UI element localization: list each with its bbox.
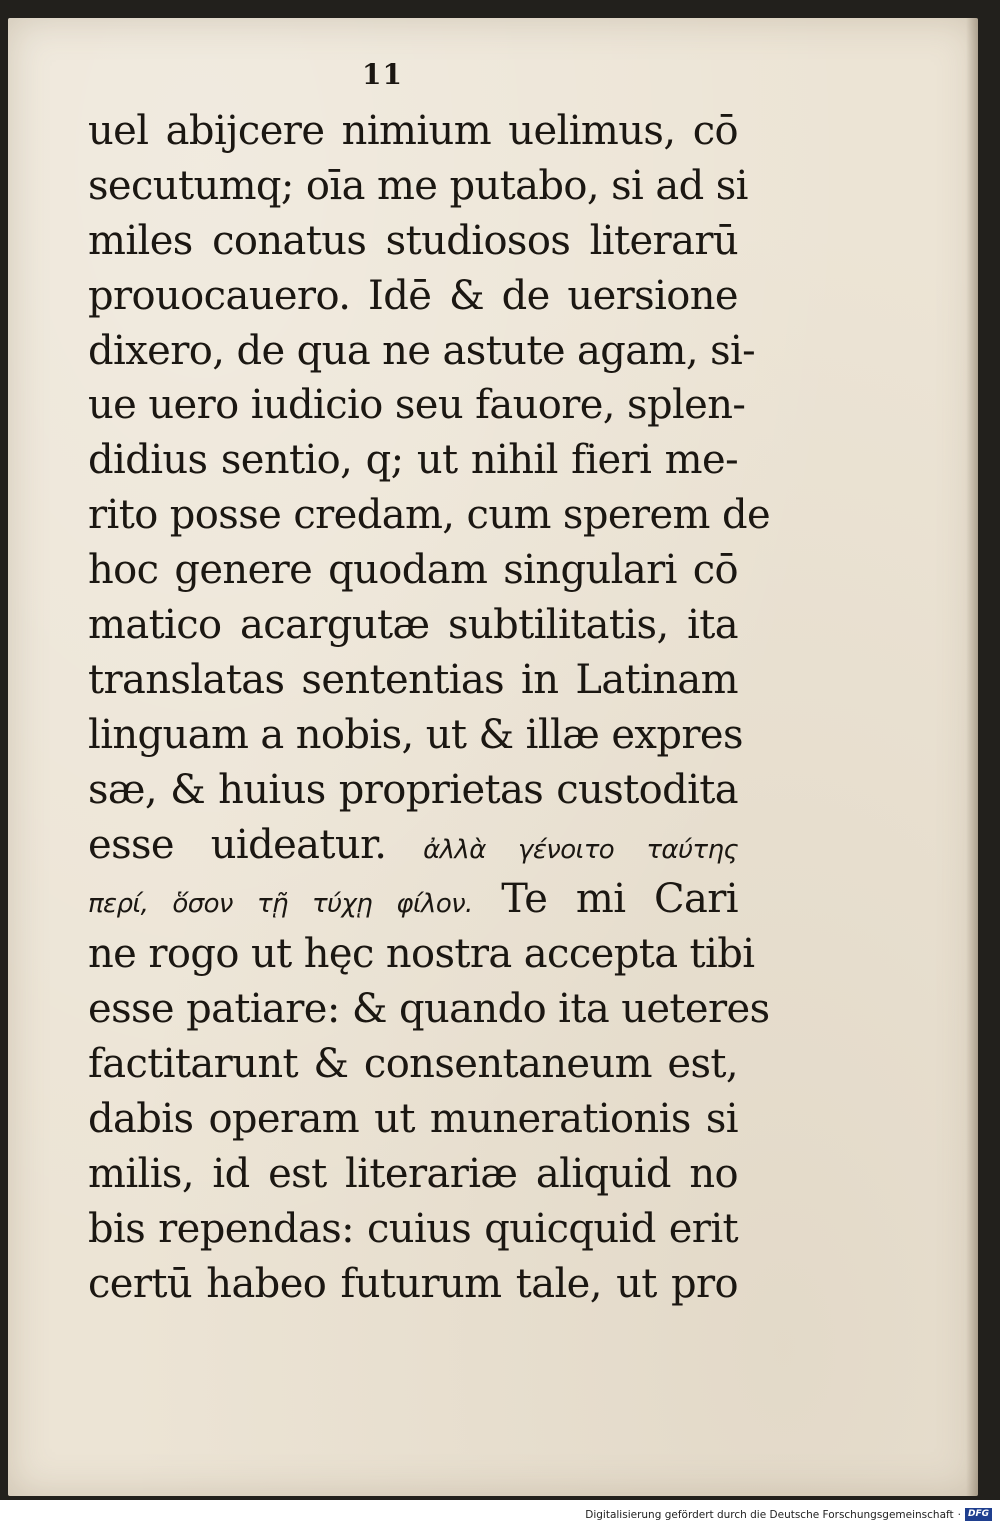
text-line: uel abijcere nimium uelimus, cō xyxy=(88,108,738,154)
latin-text: Te mi Cari xyxy=(501,876,738,923)
separator: · xyxy=(957,1508,961,1521)
text-line: hoc genere quodam singulari cō xyxy=(88,547,738,594)
text-line: matico acargutæ subtilitatis, ita xyxy=(88,602,738,649)
page-edge-shadow xyxy=(966,18,978,1496)
text-line: ue uero iudicio seu fauore, splen- xyxy=(88,382,746,429)
text-line: prouocauero. Idē & de uersione xyxy=(88,272,738,319)
text-line: bis rependas: cuius quicquid erit xyxy=(88,1205,738,1252)
latin-text: esse uideatur. xyxy=(88,821,387,868)
text-line: dabis operam ut munerationis si xyxy=(88,1096,738,1143)
text-line: miles conatus studiosos literarū xyxy=(88,217,738,264)
text-line: secutumq; oīa me putabo, si ad si xyxy=(88,162,748,209)
text-line: translatas sententias in Latinam xyxy=(88,656,738,703)
dfg-logo-icon: DFG xyxy=(965,1508,992,1521)
digitization-credit xyxy=(585,1508,992,1521)
text-line: ne rogo ut hęc nostra accepta tibi xyxy=(88,931,755,978)
text-line: factitarunt & consentaneum est, xyxy=(88,1041,738,1088)
text-line: esse patiare: & quando ita ueteres xyxy=(88,986,770,1033)
text-line: dixero, de qua ne astute agam, si- xyxy=(88,327,756,374)
text-line: linguam a nobis, ut & illæ expres xyxy=(88,711,743,758)
folio-number: 11 xyxy=(362,58,403,91)
text-line-with-greek xyxy=(88,872,738,927)
text-block xyxy=(88,104,771,1312)
text-line: milis, id est literariæ aliquid no xyxy=(88,1150,738,1197)
text-line: rito posse credam, cum sperem de xyxy=(88,492,771,539)
text-line-with-greek xyxy=(88,818,738,873)
credit-text: Digitalisierung gefördert durch die Deutsche Forschungsgemeinschaft xyxy=(585,1508,954,1521)
text-line: certū habeo futurum tale, ut pro xyxy=(88,1260,738,1307)
greek-text: ἀλλὰ γένοιτο ταύτης xyxy=(423,834,738,865)
text-line: sæ, & huius proprietas custodita xyxy=(88,766,738,813)
text-line: didius sentio, q; ut nihil fieri me- xyxy=(88,437,738,484)
greek-text: περί, ὅσον τῇ τύχῃ φίλον. xyxy=(88,889,473,920)
